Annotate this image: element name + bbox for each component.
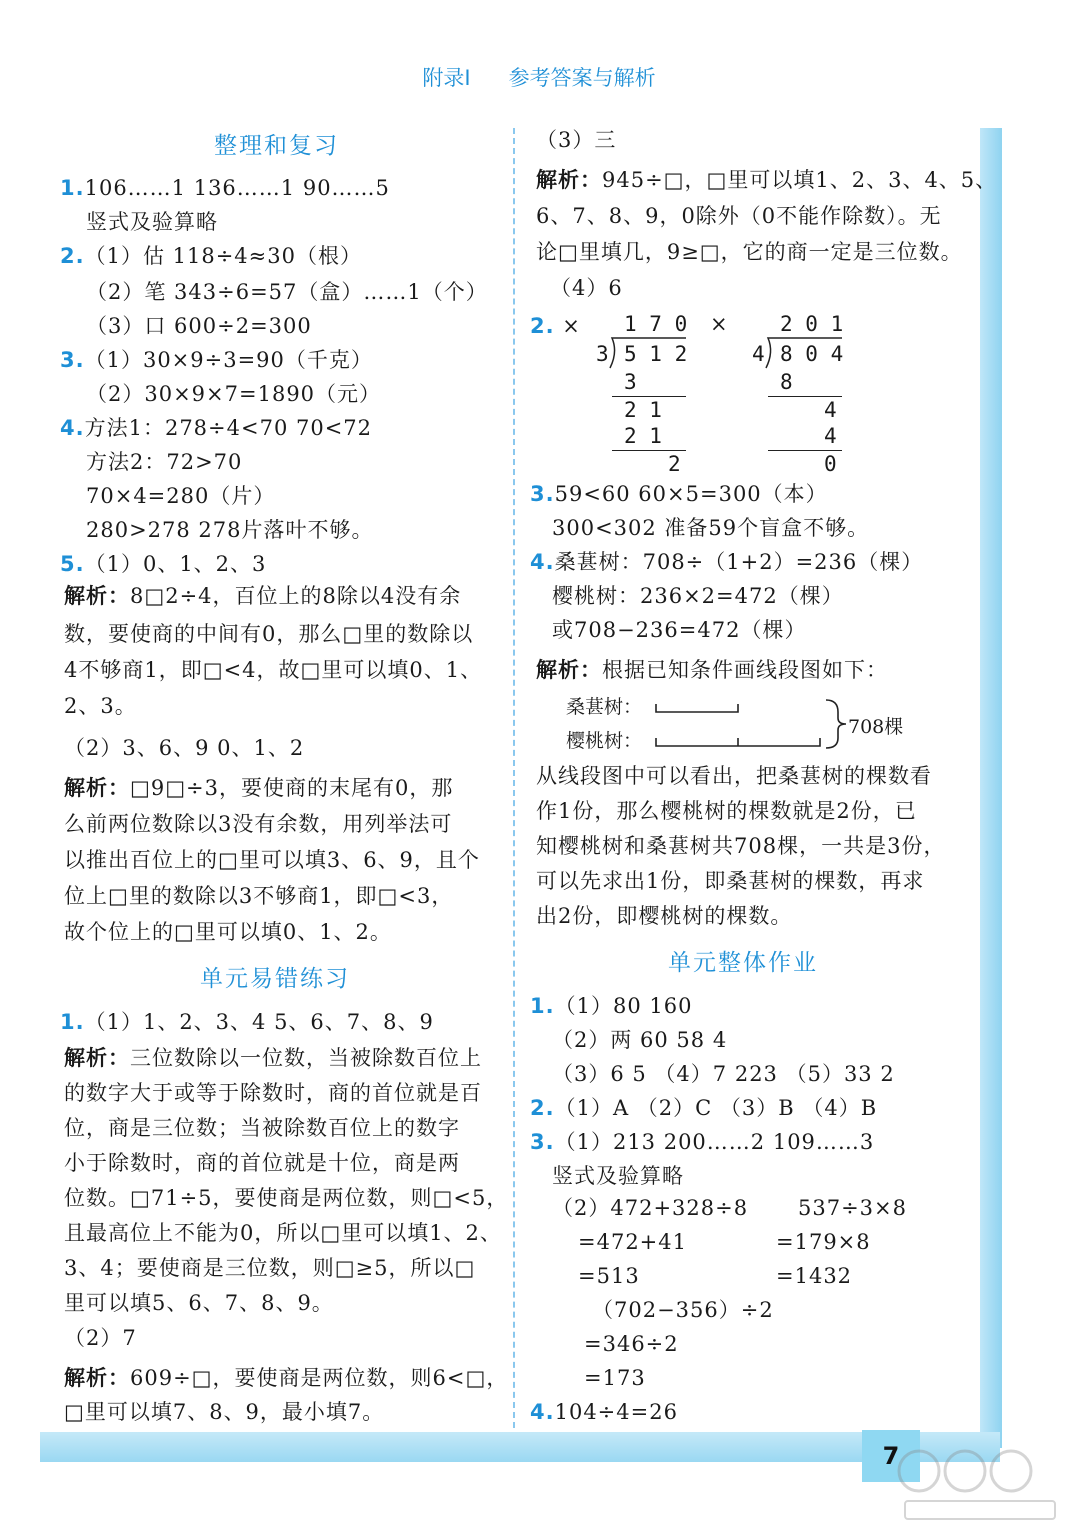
calc-a: （2）472+328÷8 (552, 1196, 749, 1220)
calc-b: =1432 (776, 1264, 853, 1288)
analysis-line: 609÷□，要使商是两位数，则6<□， (130, 1366, 509, 1390)
header-title: 参考答案与解析 (508, 66, 656, 90)
analysis-line: 数，要使商的中间有0，那么□里的数除以 (64, 622, 474, 646)
analysis-5-1 (64, 582, 461, 610)
calc-c: =173 (584, 1366, 646, 1390)
calc-b: 537÷3×8 (798, 1196, 907, 1220)
answer-line (530, 1128, 874, 1156)
analysis-line: 作1份，那么樱桃树的棵数就是2份，已 (536, 799, 917, 823)
question-number: 2. (530, 1096, 555, 1120)
answer-text: 280>278 278片落叶不够。 (86, 518, 374, 542)
answer-text: 104÷4=26 (554, 1400, 678, 1424)
analysis-line: 从线段图中可以看出，把桑葚树的棵数看 (536, 764, 932, 788)
div2-step: 4 (824, 398, 837, 422)
right-decor-band (980, 128, 1002, 1448)
answer-line (60, 346, 373, 374)
div1-step: 3 (624, 370, 637, 394)
calc-a: =513 (578, 1264, 640, 1288)
question-number: 2. (60, 244, 85, 268)
div2-divisor: 4 (752, 342, 765, 366)
answer-text: （2）笔 343÷6=57（盒）……1（个） (86, 280, 488, 304)
answer-text: 樱桃树：236×2=472（棵） (552, 584, 844, 608)
div1-step: 2 1 (624, 398, 662, 422)
answer-text: （1）A （2）C （3）B （4）B (554, 1096, 878, 1120)
answer-line (86, 482, 275, 510)
analysis-line (64, 1184, 508, 1212)
page-header (0, 62, 1078, 92)
segment-total: 708棵 (848, 716, 904, 738)
analysis-line (64, 1079, 482, 1107)
analysis-r3 (536, 166, 997, 194)
question-number: 2. (530, 314, 555, 338)
answer-line (552, 1060, 895, 1088)
analysis-line: 位上□里的数除以3不够商1，即□<3， (64, 884, 454, 908)
div1-rule (612, 396, 686, 397)
analysis-line (64, 1289, 334, 1317)
answer-text: （2）30×9×7=1890（元） (86, 382, 382, 406)
analysis-line: 945÷□，□里可以填1、2、3、4、5、 (602, 168, 998, 192)
answer-text: 106……1 136……1 90……5 (84, 176, 390, 200)
question-number: 3. (530, 482, 555, 506)
answer-line (86, 380, 381, 408)
error-2: （2）7 (64, 1326, 137, 1350)
div1-step: 2 1 (624, 424, 662, 448)
analysis-line: 6、7、8、9，0除外（0不能作除数）。无 (536, 204, 942, 228)
answer-line (60, 414, 372, 442)
page-number: 7 (862, 1430, 920, 1482)
answer-q3 (530, 480, 828, 508)
analysis-line: □9□÷3，要使商的末尾有0，那 (130, 776, 454, 800)
header-appendix: 附录Ⅰ (422, 66, 471, 90)
question-number: 3. (60, 348, 85, 372)
calc-b: =179×8 (776, 1230, 871, 1254)
answer-text: 70×4=280（片） (86, 484, 276, 508)
answer-text: 或708−236=472（棵） (552, 618, 807, 642)
analysis-line: 2、3。 (64, 694, 137, 718)
analysis-line: 么前两位数除以3没有余数，用列举法可 (64, 812, 453, 836)
analysis-line: 以推出百位上的□里可以填3、6、9，且个 (64, 848, 480, 872)
answer-line (530, 1094, 877, 1122)
answer-text: （1）80 160 (554, 994, 693, 1018)
question-number: 5. (60, 552, 85, 576)
analysis-line: 知樱桃树和桑葚树共708棵，一共是3份， (536, 834, 946, 858)
q2-label (530, 312, 581, 340)
div2-dividend: 8 0 4 (780, 342, 844, 366)
analysis-text: 里可以填5、6、7、8、9。 (64, 1291, 334, 1315)
calc-c: =346÷2 (584, 1332, 679, 1356)
section-title-errors: 单元易错练习 (200, 966, 350, 992)
answer-text: （1）213 200……2 109……3 (554, 1130, 875, 1154)
answer-q4 (530, 548, 923, 576)
analysis-text: 小于除数时，商的首位就是十位，商是两 (64, 1151, 460, 1175)
analysis-text: 的数字大于或等于除数时，商的首位就是百 (64, 1081, 482, 1105)
div2-step: 4 (824, 424, 837, 448)
analysis-errors-2 (64, 1364, 508, 1392)
analysis-text: 3、4；要使商是三位数，则□≥5，所以□ (64, 1256, 476, 1280)
analysis-label: 解析： (536, 657, 602, 682)
answer-text: 59<60 60×5=300（本） (554, 482, 828, 506)
analysis-line: 论□里填几，9≥□，它的商一定是三位数。 (536, 240, 963, 264)
answer-line (86, 208, 218, 236)
div1-dividend: 5 1 2 (624, 342, 688, 366)
analysis-text: 三位数除以一位数，当被除数百位上 (130, 1046, 482, 1070)
analysis-line (64, 1149, 460, 1177)
error-1 (60, 1008, 434, 1036)
analysis-line: 根据已知条件画线段图如下： (602, 658, 888, 682)
column-divider (513, 128, 515, 1428)
answer-text: （1）30×9÷3=90（千克） (84, 348, 373, 372)
div1-remainder: 2 (668, 452, 681, 476)
analysis-line: 出2份，即樱桃树的棵数。 (536, 904, 793, 928)
answer-text: 方法1：278÷4<70 70<72 (84, 416, 373, 440)
analysis-line: 故个位上的□里可以填0、1、2。 (64, 920, 392, 944)
segment-label-mulberry: 桑葚树： (566, 696, 643, 718)
div2-step: 8 (780, 370, 793, 394)
answer-line (60, 174, 390, 202)
analysis-text: 且最高位上不能为0，所以□里可以填1、2、 (64, 1221, 502, 1245)
question-number: 4. (530, 1400, 555, 1424)
answer-text: 竖式及验算略 (552, 1164, 684, 1188)
answer-line (86, 448, 242, 476)
answer-line (86, 312, 312, 340)
answer-line (530, 992, 692, 1020)
section-title-unit: 单元整体作业 (668, 950, 818, 976)
question-number: 4. (60, 416, 85, 440)
question-number: 1. (60, 176, 85, 200)
analysis-text: 位数。□71÷5，要使商是两位数，则□<5， (64, 1186, 509, 1210)
wrong-mark: × (710, 312, 729, 336)
answer-text: 方法2：72>70 (86, 450, 243, 474)
answer-text: （1）1、2、3、4 5、6、7、8、9 (84, 1010, 434, 1034)
question-number: 1. (530, 994, 555, 1018)
analysis-line (64, 1114, 460, 1142)
answer-text: （2）两 60 58 4 (552, 1028, 728, 1052)
answer-line (86, 278, 488, 306)
div2-rule (768, 450, 842, 451)
watermark-logo (895, 1445, 1065, 1525)
answer-line (86, 516, 374, 544)
analysis-line: 可以先求出1份，即桑葚树的棵数，再求 (536, 869, 925, 893)
div2-remainder: 0 (824, 452, 837, 476)
answer-text: 300<302 准备59个盲盒不够。 (552, 516, 870, 540)
answer-r3: （3）三 (536, 128, 617, 152)
div1-rule (612, 450, 686, 451)
analysis-label: 解析： (64, 1045, 130, 1070)
question-number: 3. (530, 1130, 555, 1154)
answer-text: （3）口 600÷2=300 (86, 314, 312, 338)
analysis-line (64, 1219, 502, 1247)
div2-rule (768, 396, 842, 397)
div1-divisor: 3 (596, 342, 609, 366)
analysis-label: 解析： (64, 1365, 130, 1390)
analysis-text: 位，商是三位数；当被除数百位上的数字 (64, 1116, 460, 1140)
answer-text: （3）6 5 （4）7 223 （5）33 2 (552, 1062, 895, 1086)
calc-a: =472+41 (578, 1230, 687, 1254)
analysis-line: 4不够商1，即□<4，故□里可以填0、1、 (64, 658, 483, 682)
answer-line (60, 550, 266, 578)
calc-c: （702−356）÷2 (592, 1298, 774, 1322)
analysis-line (64, 1254, 475, 1282)
analysis-label: 解析： (64, 775, 130, 800)
section-title-review: 整理和复习 (214, 133, 339, 159)
div2-quotient: 2 0 1 (780, 312, 844, 336)
analysis-label: 解析： (536, 167, 602, 192)
analysis-label: 解析： (64, 583, 130, 608)
answer-unit-q4 (530, 1398, 678, 1426)
answer-text: （1）0、1、2、3 (84, 552, 267, 576)
answer-text: （1）估 118÷4≈30（根） (84, 244, 362, 268)
answer-5-2: （2）3、6、9 0、1、2 (64, 736, 305, 760)
wrong-mark: × (562, 314, 581, 338)
analysis-5-2 (64, 774, 453, 802)
question-number: 1. (60, 1010, 85, 1034)
segment-label-cherry: 樱桃树： (566, 730, 643, 752)
question-number: 4. (530, 550, 555, 574)
answer-text: 桑葚树：708÷（1+2）=236（棵） (554, 550, 924, 574)
analysis-q4 (536, 656, 888, 684)
analysis-line (64, 1044, 482, 1072)
analysis-line: 8□2÷4，百位上的8除以4没有余 (130, 584, 462, 608)
answer-r4: （4）6 (550, 276, 623, 300)
answer-line (552, 1162, 684, 1190)
div1-quotient: 1 7 0 (624, 312, 688, 336)
bottom-decor-band (40, 1432, 1000, 1462)
answer-text: 竖式及验算略 (86, 210, 218, 234)
answer-line (60, 242, 362, 270)
analysis-line: □里可以填7、8、9，最小填7。 (64, 1400, 385, 1424)
answer-line (552, 1026, 727, 1054)
